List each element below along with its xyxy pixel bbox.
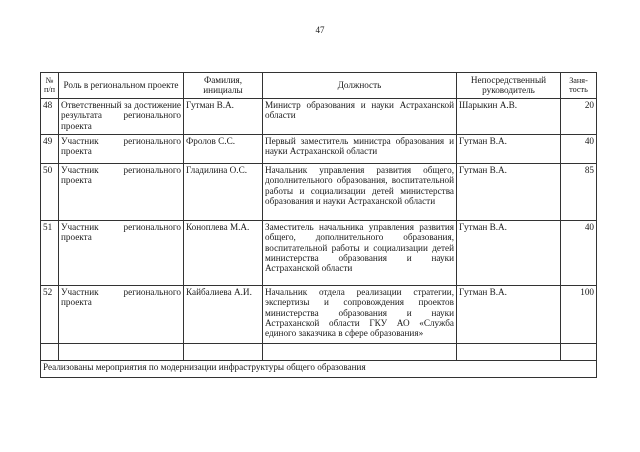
header-name: Фамилия, инициалы (184, 73, 263, 99)
table-row (41, 98, 597, 134)
cell-num: 50 (41, 163, 59, 220)
cell-supervisor: Гутман В.А. (457, 285, 561, 343)
table-row (41, 163, 597, 220)
header-supervisor: Непосредственный руководитель (457, 73, 561, 99)
cell-num: 48 (41, 98, 59, 134)
cell-employment: 85 (561, 163, 597, 220)
cell-position: Начальник отдела реализации стратегии, экспертизы и сопровождения проектов министерства образования и науки Астраханской области ГКУ АО «Служба единого заказчика в сфере образования» (263, 285, 457, 343)
cell-role: Участник регионального проекта (59, 220, 184, 285)
cell-num: 49 (41, 134, 59, 163)
cell-role: Участник регионального проекта (59, 163, 184, 220)
page-number: 47 (315, 25, 325, 35)
cell-supervisor: Гутман В.А. (457, 163, 561, 220)
blank-cell (457, 343, 561, 360)
blank-cell (263, 343, 457, 360)
blank-cell (59, 343, 184, 360)
cell-name: Кайбалиева А.И. (184, 285, 263, 343)
header-position: Должность (263, 73, 457, 99)
blank-cell (184, 343, 263, 360)
cell-num: 51 (41, 220, 59, 285)
cell-employment: 20 (561, 98, 597, 134)
table-row (41, 134, 597, 163)
header-role: Роль в региональном проекте (59, 73, 184, 99)
blank-cell (561, 343, 597, 360)
cell-position: Начальник управления развития общего, дополнительного образования, воспитательной работы и социализации детей министерства образования и науки Астраханской области (263, 163, 457, 220)
blank-cell (41, 343, 59, 360)
header-num: № п/п (41, 73, 59, 99)
cell-employment: 40 (561, 220, 597, 285)
cell-name: Гутман В.А. (184, 98, 263, 134)
cell-name: Фролов С.С. (184, 134, 263, 163)
project-team-table (40, 72, 597, 378)
cell-position: Первый заместитель министра образования и науки Астраханской области (263, 134, 457, 163)
cell-position: Заместитель начальника управления развития общего, дополнительного образования, воспитательной работы и социализации детей министерства образования и науки Астраханской области (263, 220, 457, 285)
cell-supervisor: Гутман В.А. (457, 220, 561, 285)
blank-row (41, 343, 597, 360)
cell-name: Коноплева М.А. (184, 220, 263, 285)
cell-role: Участник регионального проекта (59, 285, 184, 343)
section-footer-row (41, 360, 597, 377)
cell-num: 52 (41, 285, 59, 343)
cell-role: Участник регионального проекта (59, 134, 184, 163)
header-employment: Заня-тость (561, 73, 597, 99)
cell-position: Министр образования и науки Астраханской области (263, 98, 457, 134)
cell-name: Гладилина О.С. (184, 163, 263, 220)
cell-supervisor: Шарыкин А.В. (457, 98, 561, 134)
table-row (41, 220, 597, 285)
section-footer-text: Реализованы мероприятия по модернизации инфраструктуры общего образования (41, 360, 597, 377)
cell-employment: 40 (561, 134, 597, 163)
cell-role: Ответственный за достижение результата регионального проекта (59, 98, 184, 134)
table-header-row (41, 73, 597, 99)
table-row (41, 285, 597, 343)
cell-employment: 100 (561, 285, 597, 343)
cell-supervisor: Гутман В.А. (457, 134, 561, 163)
